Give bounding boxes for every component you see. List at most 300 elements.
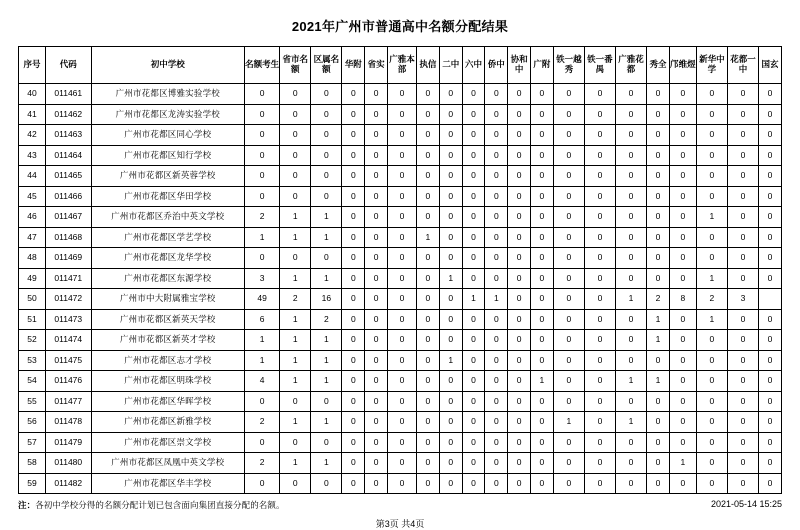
- column-header-erzhong: 二中: [439, 47, 462, 84]
- cell-school: 广州市花都区华田学校: [91, 186, 244, 207]
- cell-value: 0: [696, 473, 727, 494]
- cell-value: 0: [439, 166, 462, 187]
- column-header-kuangweiyu: 邝维煜: [669, 47, 696, 84]
- cell-value: 0: [727, 268, 758, 289]
- cell-value: 0: [647, 166, 670, 187]
- cell-value: 0: [342, 227, 365, 248]
- cell-code: 011478: [45, 412, 91, 433]
- cell-value: 0: [462, 330, 485, 351]
- cell-value: 0: [759, 125, 782, 146]
- column-header-shengshi: 省实: [365, 47, 388, 84]
- cell-value: 0: [365, 453, 388, 474]
- cell-value: 0: [342, 330, 365, 351]
- column-header-qiaozhong: 侨中: [485, 47, 508, 84]
- cell-value: 0: [615, 330, 646, 351]
- cell-value: 0: [531, 84, 554, 105]
- cell-value: 0: [462, 412, 485, 433]
- cell-value: 0: [280, 104, 311, 125]
- cell-value: 0: [647, 248, 670, 269]
- cell-value: 0: [584, 125, 615, 146]
- column-header-seq: 序号: [19, 47, 46, 84]
- cell-code: 011463: [45, 125, 91, 146]
- cell-value: 0: [417, 309, 440, 330]
- cell-value: 0: [615, 227, 646, 248]
- cell-value: 0: [615, 473, 646, 494]
- column-header-quota-candidates: 名额考生: [244, 47, 279, 84]
- cell-value: 0: [485, 268, 508, 289]
- cell-value: 0: [365, 309, 388, 330]
- cell-value: 0: [485, 207, 508, 228]
- cell-school: 广州市花都区同心学校: [91, 125, 244, 146]
- cell-value: 0: [311, 248, 342, 269]
- cell-value: 0: [553, 145, 584, 166]
- cell-value: 0: [439, 186, 462, 207]
- cell-value: 0: [485, 227, 508, 248]
- cell-value: 0: [462, 432, 485, 453]
- cell-value: 0: [462, 473, 485, 494]
- cell-value: 0: [615, 125, 646, 146]
- cell-value: 0: [485, 432, 508, 453]
- cell-value: 0: [584, 268, 615, 289]
- cell-value: 0: [365, 268, 388, 289]
- cell-value: 0: [439, 104, 462, 125]
- cell-school: 广州市花都区知行学校: [91, 145, 244, 166]
- cell-value: 0: [669, 432, 696, 453]
- cell-value: 0: [727, 248, 758, 269]
- cell-code: 011461: [45, 84, 91, 105]
- cell-value: 0: [669, 125, 696, 146]
- cell-value: 0: [417, 391, 440, 412]
- cell-value: 0: [531, 432, 554, 453]
- cell-value: 0: [365, 227, 388, 248]
- cell-code: 011479: [45, 432, 91, 453]
- cell-value: 0: [727, 350, 758, 371]
- table-row: [19, 309, 782, 330]
- cell-seq: 48: [19, 248, 46, 269]
- cell-value: 0: [727, 412, 758, 433]
- cell-value: 0: [696, 412, 727, 433]
- cell-value: 0: [584, 453, 615, 474]
- cell-value: 0: [342, 248, 365, 269]
- cell-value: 0: [365, 473, 388, 494]
- cell-value: 0: [508, 248, 531, 269]
- cell-value: 0: [759, 309, 782, 330]
- cell-value: 0: [696, 330, 727, 351]
- cell-value: 0: [727, 84, 758, 105]
- cell-value: 0: [365, 125, 388, 146]
- page-indicator: 第3页 共4页: [375, 519, 425, 529]
- cell-value: 0: [696, 145, 727, 166]
- cell-value: 0: [417, 84, 440, 105]
- cell-value: 0: [615, 186, 646, 207]
- cell-value: 1: [244, 330, 279, 351]
- cell-value: 0: [388, 473, 417, 494]
- cell-value: 0: [311, 125, 342, 146]
- cell-value: 3: [727, 289, 758, 310]
- cell-code: 011480: [45, 453, 91, 474]
- cell-seq: 52: [19, 330, 46, 351]
- cell-value: 0: [417, 371, 440, 392]
- cell-value: 0: [669, 412, 696, 433]
- cell-school: 广州市花都区新英蓉学校: [91, 166, 244, 187]
- cell-value: 0: [584, 330, 615, 351]
- column-header-xinhua: 新华中学: [696, 47, 727, 84]
- cell-value: 0: [553, 330, 584, 351]
- cell-value: 0: [647, 145, 670, 166]
- cell-value: 0: [244, 125, 279, 146]
- cell-value: 0: [388, 391, 417, 412]
- cell-value: 0: [727, 453, 758, 474]
- cell-value: 0: [244, 145, 279, 166]
- cell-value: 0: [759, 412, 782, 433]
- cell-value: 0: [508, 207, 531, 228]
- table-row: [19, 84, 782, 105]
- cell-school: 广州市花都区新英才学校: [91, 330, 244, 351]
- cell-value: 1: [647, 330, 670, 351]
- cell-value: 0: [462, 84, 485, 105]
- cell-value: 0: [553, 473, 584, 494]
- cell-school: 广州市花都区华晖学校: [91, 391, 244, 412]
- cell-value: 0: [669, 186, 696, 207]
- cell-value: 0: [553, 104, 584, 125]
- cell-value: 0: [647, 104, 670, 125]
- cell-value: 0: [365, 412, 388, 433]
- cell-seq: 53: [19, 350, 46, 371]
- cell-seq: 46: [19, 207, 46, 228]
- cell-school: 广州市花都区龙华学校: [91, 248, 244, 269]
- cell-seq: 57: [19, 432, 46, 453]
- cell-value: 0: [485, 473, 508, 494]
- cell-seq: 43: [19, 145, 46, 166]
- cell-value: 0: [696, 371, 727, 392]
- cell-value: 0: [417, 104, 440, 125]
- cell-value: 0: [244, 166, 279, 187]
- table-row: [19, 391, 782, 412]
- column-header-guoxuan: 国玄: [759, 47, 782, 84]
- cell-value: 1: [244, 350, 279, 371]
- table-row: [19, 412, 782, 433]
- cell-value: 0: [508, 350, 531, 371]
- cell-value: 1: [280, 268, 311, 289]
- cell-value: 0: [584, 309, 615, 330]
- cell-value: 0: [584, 166, 615, 187]
- cell-value: 0: [727, 145, 758, 166]
- cell-value: 0: [727, 227, 758, 248]
- cell-school: 广州市花都区博雅实验学校: [91, 84, 244, 105]
- cell-value: 0: [365, 371, 388, 392]
- cell-value: 0: [531, 391, 554, 412]
- cell-value: 0: [727, 166, 758, 187]
- cell-value: 0: [696, 104, 727, 125]
- column-header-xiuquan: 秀全: [647, 47, 670, 84]
- cell-seq: 51: [19, 309, 46, 330]
- table-row: [19, 432, 782, 453]
- cell-value: 0: [485, 330, 508, 351]
- cell-value: 0: [280, 84, 311, 105]
- cell-value: 0: [388, 104, 417, 125]
- cell-value: 1: [280, 412, 311, 433]
- table-row: [19, 248, 782, 269]
- cell-value: 0: [615, 207, 646, 228]
- cell-value: 0: [311, 186, 342, 207]
- cell-value: 0: [696, 248, 727, 269]
- cell-value: 1: [280, 350, 311, 371]
- cell-value: 0: [388, 84, 417, 105]
- table-row: [19, 350, 782, 371]
- cell-value: 0: [669, 330, 696, 351]
- cell-value: 0: [508, 371, 531, 392]
- cell-value: 0: [462, 145, 485, 166]
- cell-value: 0: [485, 104, 508, 125]
- cell-value: 0: [553, 453, 584, 474]
- cell-value: 0: [531, 104, 554, 125]
- cell-value: 0: [727, 391, 758, 412]
- cell-seq: 59: [19, 473, 46, 494]
- cell-value: 0: [584, 432, 615, 453]
- cell-value: 0: [439, 371, 462, 392]
- cell-seq: 40: [19, 84, 46, 105]
- cell-code: 011472: [45, 289, 91, 310]
- cell-value: 0: [531, 145, 554, 166]
- cell-value: 4: [244, 371, 279, 392]
- cell-school: 广州市花都区凤凰中英文学校: [91, 453, 244, 474]
- cell-value: 0: [759, 207, 782, 228]
- cell-value: 0: [342, 268, 365, 289]
- cell-value: 0: [669, 248, 696, 269]
- table-row: [19, 186, 782, 207]
- cell-value: 0: [553, 289, 584, 310]
- cell-value: 0: [696, 453, 727, 474]
- cell-code: 011464: [45, 145, 91, 166]
- cell-value: 1: [311, 412, 342, 433]
- cell-value: 1: [615, 412, 646, 433]
- cell-value: 0: [647, 186, 670, 207]
- cell-value: 0: [508, 391, 531, 412]
- cell-value: 1: [280, 309, 311, 330]
- cell-seq: 41: [19, 104, 46, 125]
- cell-value: 1: [311, 268, 342, 289]
- cell-value: 0: [417, 330, 440, 351]
- cell-value: 0: [417, 473, 440, 494]
- cell-value: 0: [727, 207, 758, 228]
- column-header-guangfu: 广附: [531, 47, 554, 84]
- cell-value: 0: [439, 84, 462, 105]
- cell-value: 0: [647, 432, 670, 453]
- cell-value: 0: [669, 104, 696, 125]
- cell-value: 1: [531, 371, 554, 392]
- timestamp: 2021-05-14 15:25: [710, 499, 782, 509]
- cell-seq: 50: [19, 289, 46, 310]
- cell-value: 0: [439, 145, 462, 166]
- cell-value: 0: [439, 453, 462, 474]
- cell-value: 0: [244, 473, 279, 494]
- cell-code: 011473: [45, 309, 91, 330]
- cell-value: 0: [669, 227, 696, 248]
- cell-value: 0: [727, 473, 758, 494]
- cell-value: 1: [280, 207, 311, 228]
- cell-value: 0: [417, 125, 440, 146]
- cell-value: 0: [727, 371, 758, 392]
- cell-value: 0: [508, 473, 531, 494]
- cell-value: 0: [485, 166, 508, 187]
- cell-value: 0: [439, 207, 462, 228]
- cell-value: 0: [553, 391, 584, 412]
- cell-value: 0: [365, 104, 388, 125]
- cell-value: 0: [439, 227, 462, 248]
- cell-seq: 47: [19, 227, 46, 248]
- cell-value: 0: [727, 330, 758, 351]
- cell-value: 2: [696, 289, 727, 310]
- cell-value: 0: [531, 268, 554, 289]
- cell-school: 广州市花都区东源学校: [91, 268, 244, 289]
- cell-value: 0: [342, 84, 365, 105]
- cell-value: 0: [553, 268, 584, 289]
- cell-value: 1: [311, 350, 342, 371]
- cell-value: 0: [669, 166, 696, 187]
- cell-value: 0: [417, 453, 440, 474]
- cell-value: 0: [244, 186, 279, 207]
- cell-code: 011474: [45, 330, 91, 351]
- cell-value: 0: [553, 350, 584, 371]
- cell-value: 0: [669, 84, 696, 105]
- cell-value: 0: [615, 350, 646, 371]
- cell-seq: 45: [19, 186, 46, 207]
- cell-value: 1: [311, 371, 342, 392]
- cell-value: 0: [696, 227, 727, 248]
- table-body: [19, 84, 782, 494]
- column-header-provincial-city-quota: 省市名额: [280, 47, 311, 84]
- cell-value: 0: [462, 391, 485, 412]
- cell-value: 0: [342, 371, 365, 392]
- cell-value: 0: [280, 186, 311, 207]
- cell-value: 0: [669, 207, 696, 228]
- cell-code: 011468: [45, 227, 91, 248]
- table-row: [19, 289, 782, 310]
- cell-value: 0: [647, 227, 670, 248]
- cell-value: 49: [244, 289, 279, 310]
- cell-value: 0: [615, 145, 646, 166]
- cell-value: 0: [531, 412, 554, 433]
- cell-value: 0: [388, 309, 417, 330]
- cell-value: 0: [508, 84, 531, 105]
- cell-value: 1: [439, 350, 462, 371]
- cell-value: 0: [417, 207, 440, 228]
- cell-value: 1: [311, 207, 342, 228]
- cell-value: 1: [615, 289, 646, 310]
- cell-value: 2: [280, 289, 311, 310]
- cell-value: 0: [553, 309, 584, 330]
- cell-value: 0: [727, 186, 758, 207]
- cell-value: 16: [311, 289, 342, 310]
- cell-value: 0: [311, 84, 342, 105]
- column-header-liuzhong: 六中: [462, 47, 485, 84]
- cell-value: 0: [531, 166, 554, 187]
- table-row: [19, 453, 782, 474]
- cell-value: 0: [365, 289, 388, 310]
- cell-school: 广州市花都区新雅学校: [91, 412, 244, 433]
- cell-value: 0: [365, 186, 388, 207]
- cell-value: 1: [696, 207, 727, 228]
- cell-value: 0: [342, 145, 365, 166]
- footnote: [18, 499, 782, 511]
- cell-value: 0: [584, 84, 615, 105]
- column-header-school: 初中学校: [91, 47, 244, 84]
- cell-value: 0: [280, 432, 311, 453]
- cell-value: 0: [531, 248, 554, 269]
- cell-value: 0: [244, 432, 279, 453]
- cell-value: 0: [462, 350, 485, 371]
- cell-value: 0: [485, 125, 508, 146]
- cell-value: 0: [417, 166, 440, 187]
- column-header-district-quota: 区属名额: [311, 47, 342, 84]
- cell-value: 0: [244, 391, 279, 412]
- cell-value: 0: [759, 166, 782, 187]
- cell-value: 0: [759, 104, 782, 125]
- cell-value: 0: [584, 289, 615, 310]
- cell-code: 011482: [45, 473, 91, 494]
- table-header-row: [19, 47, 782, 84]
- cell-value: 0: [388, 166, 417, 187]
- cell-value: 0: [342, 432, 365, 453]
- cell-value: 0: [669, 371, 696, 392]
- cell-value: 0: [388, 350, 417, 371]
- cell-value: 0: [439, 412, 462, 433]
- cell-value: 0: [759, 145, 782, 166]
- cell-value: 0: [615, 166, 646, 187]
- cell-code: 011476: [45, 371, 91, 392]
- cell-value: 0: [531, 473, 554, 494]
- cell-value: 0: [508, 432, 531, 453]
- table-row: [19, 166, 782, 187]
- cell-value: 0: [388, 227, 417, 248]
- cell-code: 011466: [45, 186, 91, 207]
- cell-value: 0: [365, 84, 388, 105]
- cell-school: 广州市花都区华丰学校: [91, 473, 244, 494]
- cell-value: 0: [365, 248, 388, 269]
- cell-value: 0: [439, 289, 462, 310]
- cell-value: 0: [647, 268, 670, 289]
- cell-seq: 49: [19, 268, 46, 289]
- table-row: [19, 227, 782, 248]
- cell-school: 广州市花都区学艺学校: [91, 227, 244, 248]
- cell-value: 0: [759, 432, 782, 453]
- cell-value: 0: [531, 186, 554, 207]
- cell-seq: 55: [19, 391, 46, 412]
- cell-value: 0: [388, 125, 417, 146]
- cell-value: 0: [342, 391, 365, 412]
- cell-value: 0: [417, 412, 440, 433]
- footnote-label: 注：: [18, 500, 36, 510]
- cell-value: 1: [311, 227, 342, 248]
- cell-code: 011462: [45, 104, 91, 125]
- cell-seq: 42: [19, 125, 46, 146]
- cell-value: 0: [508, 145, 531, 166]
- cell-value: 1: [439, 268, 462, 289]
- cell-value: 0: [388, 145, 417, 166]
- cell-value: 0: [439, 125, 462, 146]
- cell-value: 0: [553, 371, 584, 392]
- cell-school: 广州市花都区明珠学校: [91, 371, 244, 392]
- cell-value: 0: [647, 207, 670, 228]
- cell-value: 0: [462, 371, 485, 392]
- cell-value: 0: [508, 268, 531, 289]
- cell-value: 2: [244, 207, 279, 228]
- table-row: [19, 145, 782, 166]
- cell-value: 0: [508, 104, 531, 125]
- cell-value: 0: [508, 166, 531, 187]
- cell-value: 0: [531, 289, 554, 310]
- cell-value: 0: [669, 350, 696, 371]
